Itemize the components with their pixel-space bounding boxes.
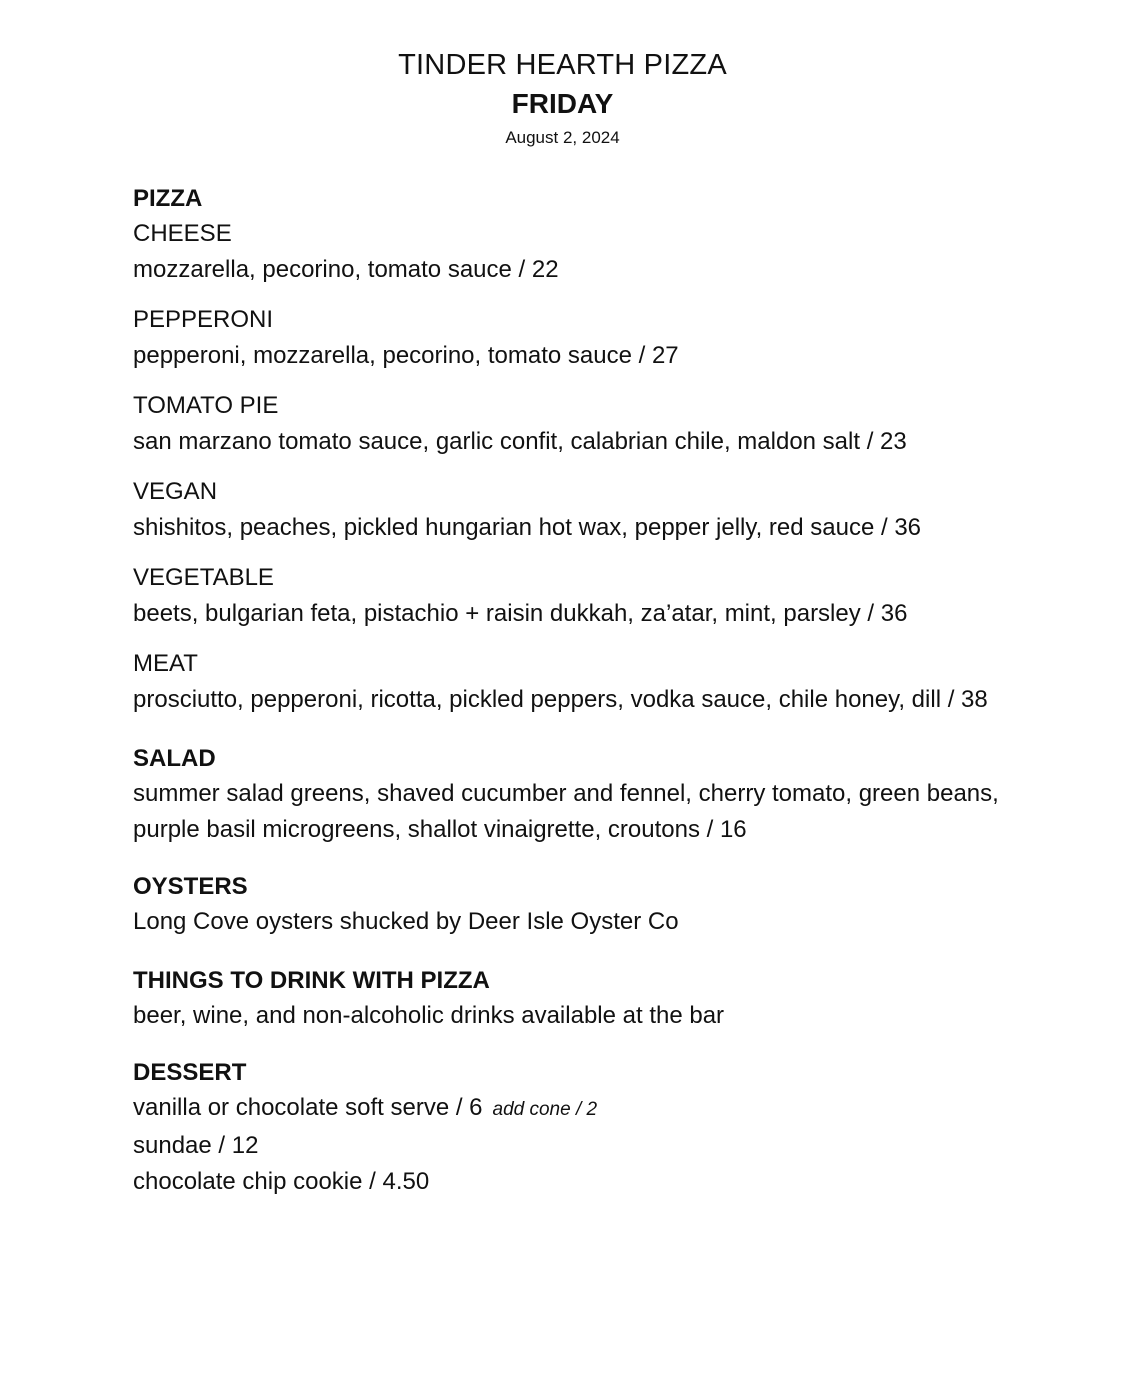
salad-section (133, 742, 1003, 848)
oysters-description: Long Cove oysters shucked by Deer Isle Oyster Co (133, 908, 679, 935)
menu-item-name: CHEESE (133, 220, 232, 247)
menu-item-meat (133, 646, 1003, 718)
drinks-section-title: THINGS TO DRINK WITH PIZZA (133, 967, 490, 994)
menu-item-name: MEAT (133, 650, 198, 677)
menu-item-description: pepperoni, mozzarella, pecorino, tomato sauce / 27 (133, 342, 679, 369)
menu-item-description: beets, bulgarian feta, pistachio + raisin dukkah, za’atar, mint, parsley / 36 (133, 600, 908, 627)
salad-section-title: SALAD (133, 745, 216, 772)
menu-item-description: mozzarella, pecorino, tomato sauce / 22 (133, 256, 559, 283)
pizza-section-title: PIZZA (133, 185, 203, 212)
menu-item-pepperoni (133, 302, 1003, 374)
soft-serve-text: vanilla or chocolate soft serve / 6 (133, 1094, 483, 1121)
menu-item-description: san marzano tomato sauce, garlic confit, calabrian chile, maldon salt / 23 (133, 428, 907, 455)
menu-item-name: PEPPERONI (133, 306, 274, 333)
dessert-section-title: DESSERT (133, 1059, 247, 1086)
menu-item-cheese (133, 216, 1003, 288)
dessert-item-sundae: sundae / 12 (133, 1132, 259, 1159)
menu-date: August 2, 2024 (505, 128, 620, 147)
pizza-section (133, 182, 1003, 718)
menu-item-description: shishitos, peaches, pickled hungarian hot wax, pepper jelly, red sauce / 36 (133, 514, 922, 541)
oysters-section-title: OYSTERS (133, 873, 248, 900)
restaurant-name: TINDER HEARTH PIZZA (398, 49, 727, 81)
menu-item-name: TOMATO PIE (133, 392, 279, 419)
menu-item-vegan (133, 474, 1003, 546)
dessert-item-cookie: chocolate chip cookie / 4.50 (133, 1168, 430, 1195)
menu-day: FRIDAY (511, 88, 614, 119)
salad-description: summer salad greens, shaved cucumber and fennel, cherry tomato, green beans, purple basil microgreens, shallot vinaigrette, croutons / 16 (133, 780, 999, 843)
oysters-section (133, 870, 1003, 940)
drinks-description: beer, wine, and non-alcoholic drinks available at the bar (133, 1002, 725, 1029)
soft-serve-addon: add cone / 2 (492, 1099, 598, 1120)
menu-header (0, 0, 1125, 149)
dessert-section (133, 1056, 1003, 1200)
menu-item-vegetable (133, 560, 1003, 632)
menu-item-name: VEGETABLE (133, 564, 274, 591)
menu-item-name: VEGAN (133, 478, 218, 505)
menu-item-tomato-pie (133, 388, 1003, 460)
drinks-section (133, 964, 1003, 1034)
menu-item-description: prosciutto, pepperoni, ricotta, pickled peppers, vodka sauce, chile honey, dill / 38 (133, 686, 988, 713)
menu-content (133, 182, 1003, 1200)
dessert-item-soft-serve (133, 1090, 1003, 1128)
